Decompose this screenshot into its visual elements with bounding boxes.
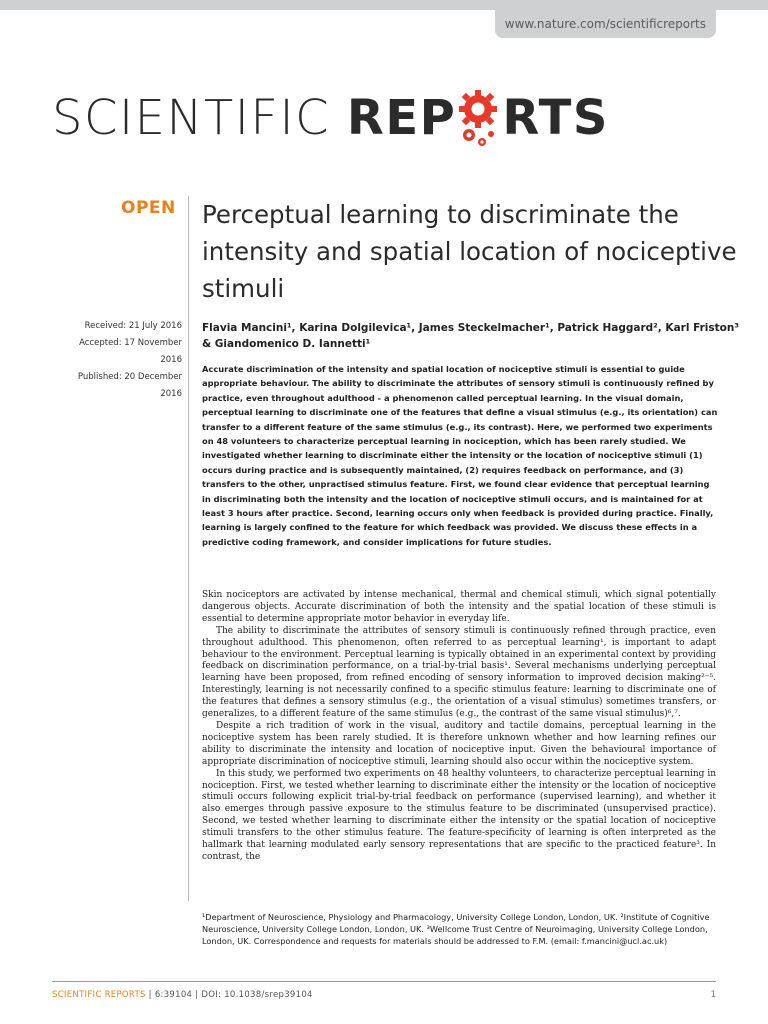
author-list: Flavia Mancini¹, Karina Dolgilevica¹, James Steckelmacher¹, Patrick Haggard², Karl Friston³ & Giandomenico D. Iannetti¹ (202, 322, 739, 350)
footer-journal-name: SCIENTIFIC REPORTS (52, 990, 146, 1000)
affiliations-footnote: ¹Department of Neuroscience, Physiology and Pharmacology, University College London, London, UK. ²Institute of Cognitive Neuroscience, University College London, London, UK. ³Wellcome Trust Centre of Neuroimaging, University College London, London, UK. Correspondence and requests for materials should be addressed to F.M. (email: f.mancini@ucl.ac.uk) (202, 912, 710, 947)
journal-url[interactable]: www.nature.com/scientificreports (495, 10, 716, 38)
publication-dates (60, 318, 182, 403)
gear-icon (456, 85, 502, 149)
article-body (202, 590, 716, 864)
page-number: 1 (710, 990, 716, 1000)
open-access-badge: OPEN (121, 198, 176, 218)
article-title: Perceptual learning to discriminate the intensity and spatial location of nociceptive stimuli (202, 200, 737, 303)
page-footer (52, 990, 313, 1000)
journal-masthead (52, 86, 609, 156)
footer-citation[interactable]: | 6:39104 | DOI: 10.1038/srep39104 (145, 990, 313, 1000)
accepted-date: Accepted: 17 November 2016 (79, 338, 182, 365)
masthead-word-rts: RTS (502, 90, 609, 146)
body-paragraph-4: In this study, we performed two experiments on 48 healthy volunteers, to characterize perceptual learning in nociception. First, we tested whether learning to discriminate either the intensity or the location of nociceptive stimuli occurs following explicit trial-by-trial feedback on performance (supervised learning), and whether it also emerges through passive exposure to the stimulus feature to be discriminated (unsupervised practice). Second, we tested whether learning to discriminate either the intensity or the spatial location of nociceptive stimuli transfers to the other stimulus feature. The feature-specificity of learning is often interpreted as the hallmark that learning modulated early sensory representations that are specific to the practiced feature³. In contrast, the (202, 768, 716, 862)
footer-divider (52, 981, 716, 982)
left-column-divider (188, 196, 189, 901)
received-date: Received: 21 July 2016 (84, 321, 182, 331)
published-date: Published: 20 December 2016 (77, 372, 182, 399)
abstract: Accurate discrimination of the intensity and spatial location of nociceptive stimuli is essential to guide appropriate behaviour. The ability to discriminate the attributes of sensory stimuli is continuously refined by practice, even throughout adulthood - a phenomenon called perceptual learning. In the visual domain, perceptual learning to discriminate one of the features that define a visual stimulus (e.g., its orientation) can transfer to a different feature of the same stimulus (e.g., its contrast). Here, we performed two experiments on 48 volunteers to characterize perceptual learning in nociception, which has been rarely studied. We investigated whether learning to discriminate either the intensity or the location of nociceptive stimuli (1) occurs during practice and is subsequently maintained, (2) requires feedback on performance, and (3) transfers to the other, unpractised stimulus feature. First, we found clear evidence that perceptual learning in discriminating both the intensity and the location of nociceptive stimuli occurs, and is maintained for at least 3 hours after practice. Second, learning occurs only when feedback is provided during practice. Finally, learning is largely confined to the feature for which feedback was provided. We discuss these effects in a predictive coding framework, and consider implications for future studies. (202, 364, 718, 547)
body-paragraph-3: Despite a rich tradition of work in the visual, auditory and tactile domains, perceptual learning in the nociceptive system has been rarely studied. It is therefore unknown whether and how learning refines our ability to discriminate the intensity and location of nociceptive input. Given the behavioural importance of appropriate discrimination of nociceptive stimuli, learning should also occur within the nociceptive system. (202, 720, 716, 767)
top-bar (0, 0, 768, 10)
masthead-word-scientific: SCIENTIFIC (52, 90, 347, 146)
masthead-word-rep: REP (346, 90, 457, 146)
body-paragraph-1: Skin nociceptors are activated by intense mechanical, thermal and chemical stimuli, which signal potentially dangerous objects. Accurate discrimination of both the intensity and the spatial location of these stimuli is essential to determine appropriate motor behavior in everyday life. (202, 590, 716, 624)
body-paragraph-2: The ability to discriminate the attributes of sensory stimuli is continuously refined through practice, even throughout adulthood. This phenomenon, often referred to as perceptual learning¹, is important to adapt behaviour to the environment. Perceptual learning is typically obtained in an experimental context by providing feedback on discrimination performance, on a trial-by-trial basis¹. Several mechanisms underlying perceptual learning have been proposed, from refined encoding of sensory information to improved decision making²⁻⁵. Interestingly, learning is not necessarily confined to a specific stimulus feature: learning to discriminate one of the features that defines a sensory stimulus (e.g., the orientation of a visual stimulus) sometimes transfers, or generalizes, to a different feature of the same stimulus (e.g., the contrast of the same visual stimulus)⁶,⁷. (202, 625, 716, 720)
